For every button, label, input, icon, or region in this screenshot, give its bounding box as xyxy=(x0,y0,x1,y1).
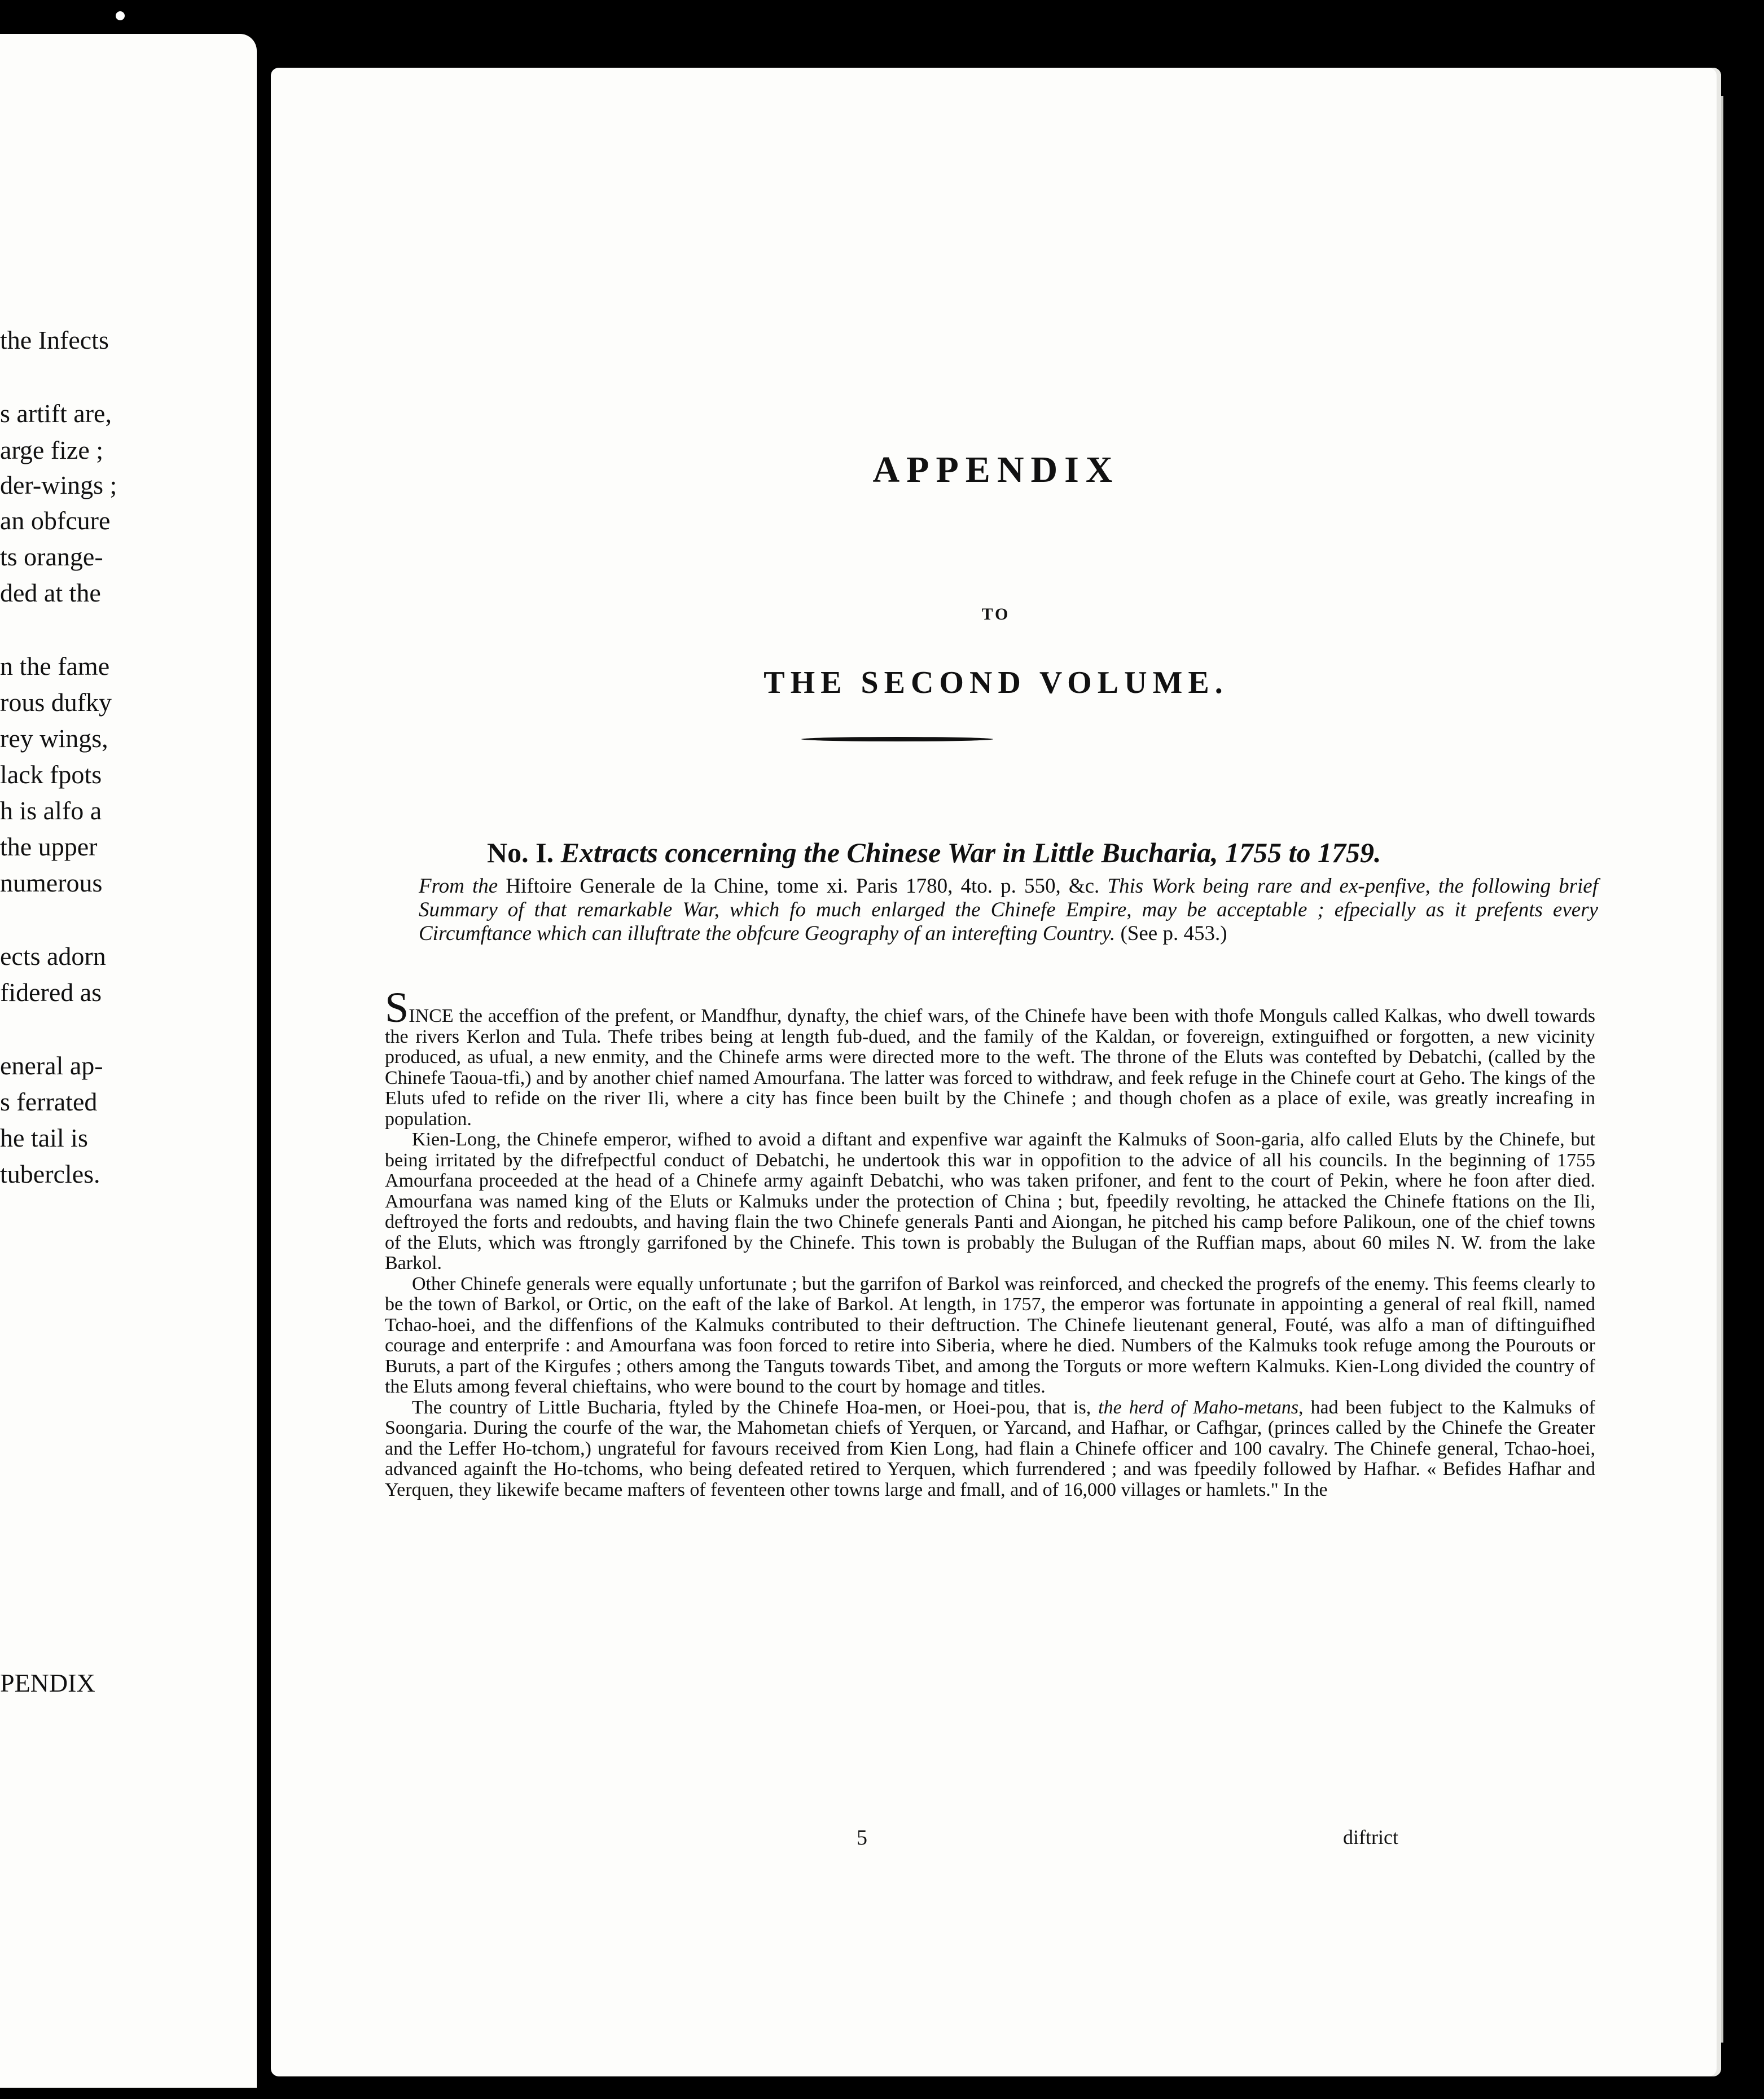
left-page-line: rous dufky xyxy=(0,688,112,717)
page-title: APPENDIX xyxy=(872,449,1120,490)
paragraph xyxy=(385,1398,1595,1501)
left-page-line: rey wings, xyxy=(0,724,108,753)
left-page-line: an obfcure xyxy=(0,506,111,535)
source-from: From the xyxy=(419,875,498,898)
drop-cap: S xyxy=(385,984,409,1031)
source-work: Hiftoire Generale de la Chine, tome xi. Paris 1780, 4to. p. 550, &c. xyxy=(506,875,1100,898)
left-page-running-head: PENDIX xyxy=(0,1668,95,1697)
signature-mark: 5 xyxy=(857,1826,867,1850)
section-title: Extracts concerning the Chinese War in Little Bucharia, xyxy=(560,837,1218,868)
left-page-line: fidered as xyxy=(0,978,102,1007)
left-page-line: der-wings ; xyxy=(0,471,117,499)
page-speck xyxy=(116,11,125,20)
left-page-line: the upper xyxy=(0,832,98,861)
paragraph xyxy=(385,984,1595,1130)
left-page-line: the Infects xyxy=(0,326,109,354)
paragraph-italic: the herd of Maho-metans, xyxy=(1098,1397,1304,1418)
paragraph: Other Chinefe generals were equally unfortunate ; but the garrifon of Barkol was reinforced, and checked the progrefs of the enemy. This feems clearly to be the town of Barkol, or Ortic, on the eaft of the lake of Barkol. At length, in 1757, the emperor was fortunate in appointing a general of real fkill, named Tchao-hoei, and the diffenfions of the Kalmuks contributed to their deftruction. The Chinefe lieutenant general, Fouté, was alfo a man of diftinguifhed courage and enterprife : and Amourfana was foon forced to retire into Siberia, where he died. Numbers of the Kalmuks took refuge among the Pourouts or Buruts, a part of the Kirgufes ; others among the Tanguts towards Tibet, and among the Torguts or more weftern Kalmuks. Kien-Long divided the country of the Eluts among feveral chieftains, who were bound to the court by homage and titles. xyxy=(385,1273,1595,1397)
right-page xyxy=(271,68,1721,2076)
left-page-line: s ferrated xyxy=(0,1087,98,1116)
left-page-line: lack fpots xyxy=(0,760,102,789)
left-page xyxy=(0,34,257,2088)
left-page-line: n the fame xyxy=(0,652,110,680)
left-page-line: s artift are, xyxy=(0,399,112,428)
source-description: This Work being rare and ex-penfive, the following brief Summary of that remarkable War, which fo much enlarged the Chinefe Empire, may be acceptable ; efpecially as it prefents every Circumftance which can illuftrate the obfcure Geography of an interefting Country. xyxy=(419,875,1599,945)
left-page-line: h is alfo a xyxy=(0,796,102,825)
lead-word: INCE xyxy=(409,1005,454,1026)
paragraph-text: The country of Little Bucharia, ftyled by the Chinefe Hoa-men, or Hoei-pou, that is, xyxy=(412,1397,1099,1418)
title-connector: TO xyxy=(981,605,1011,623)
source-reference: (See p. 453.) xyxy=(1120,922,1227,945)
left-page-line: arge fize ; xyxy=(0,436,104,464)
paragraph-text: had been fubject to the Kalmuks of Soongaria. During the courfe of the war, the Mahometan chiefs of Yerquen, or Yarcand, and Hafhar, or Cafhgar, (princes called by the Chinefe the Greater and the Leffer Ho-tchom,) ungrateful for favours received from Kien Long, had flain a Chinefe officer and 100 cavalry. The Chinefe general, Tchao-hoei, advanced againft the Ho-tchoms, who being defeated retired to Yerquen, which furrendered ; and was fpeedily followed by Hafhar. « Befides Hafhar and Yerquen, they likewife became mafters of feventeen other towns large and fmall, and of 16,000 villages or hamlets." In the xyxy=(385,1397,1596,1500)
section-dates: 1755 to 1759. xyxy=(1225,837,1381,868)
section-number: No. I. xyxy=(487,837,554,868)
left-page-line: eneral ap- xyxy=(0,1051,103,1080)
left-page-line: numerous xyxy=(0,868,103,897)
catchword: diftrict xyxy=(1343,1826,1398,1848)
section-heading xyxy=(487,836,1503,869)
page-subtitle: THE SECOND VOLUME. xyxy=(763,665,1228,700)
left-page-line: he tail is xyxy=(0,1123,88,1152)
source-note xyxy=(419,875,1598,946)
left-page-line: ts orange- xyxy=(0,542,103,571)
paragraph-text: the acceffion of the prefent, or Mandfhur, dynafty, the chief wars, of the Chinefe have been with thofe Monguls called Kalkas, who dwell towards the rivers Kerlon and Tula. Thefe tribes being at length fub-dued, and the family of the Kaldan, or fovereign, extinguifhed or forgotten, a new vicinity produced, as ufual, a new enmity, and the Chinefe arms were directed more to the weft. The throne of the Eluts was contefted by Debatchi, (called by the Chinefe Taoua-tfi,) and by another chief named Amourfana. The latter was forced to withdraw, and feek refuge in the Chinefe court at Geho. The kings of the Eluts ufed to refide on the river Ili, where a city has fince been built by the Chinefe ; and though chofen as a place of exile, was greatly increafing in population. xyxy=(385,1005,1595,1130)
left-page-line: ects adorn xyxy=(0,942,106,971)
body-text xyxy=(385,984,1596,1500)
left-page-line: ded at the xyxy=(0,578,101,607)
title-rule xyxy=(801,737,993,741)
paragraph: Kien-Long, the Chinefe emperor, wifhed to avoid a diftant and expenfive war againft the Kalmuks of Soon-garia, alfo called Eluts by the Chinefe, but being irritated by the difrefpectful conduct of Debatchi, he undertook this war in oppofition to the advice of all his councils. In the beginning of 1755 Amourfana proceeded at the head of a Chinefe army againft Debatchi, who was taken prifoner, and fent to the court of Pekin, where he foon after died. Amourfana was named king of the Eluts or Kalmuks under the protection of China ; but, fpeedily revolting, he attacked the Chinefe ftations on the Ili, deftroyed the forts and redoubts, and having flain the two Chinefe generals Panti and Aiongan, he pitched his camp before Palikoun, one of the chief towns of the Eluts, which was ftrongly garrifoned by the Chinefe. This town is probably the Bulugan of the Ruffian maps, about 60 miles N. W. from the lake Barkol. xyxy=(385,1129,1595,1274)
left-page-line: tubercles. xyxy=(0,1160,100,1188)
